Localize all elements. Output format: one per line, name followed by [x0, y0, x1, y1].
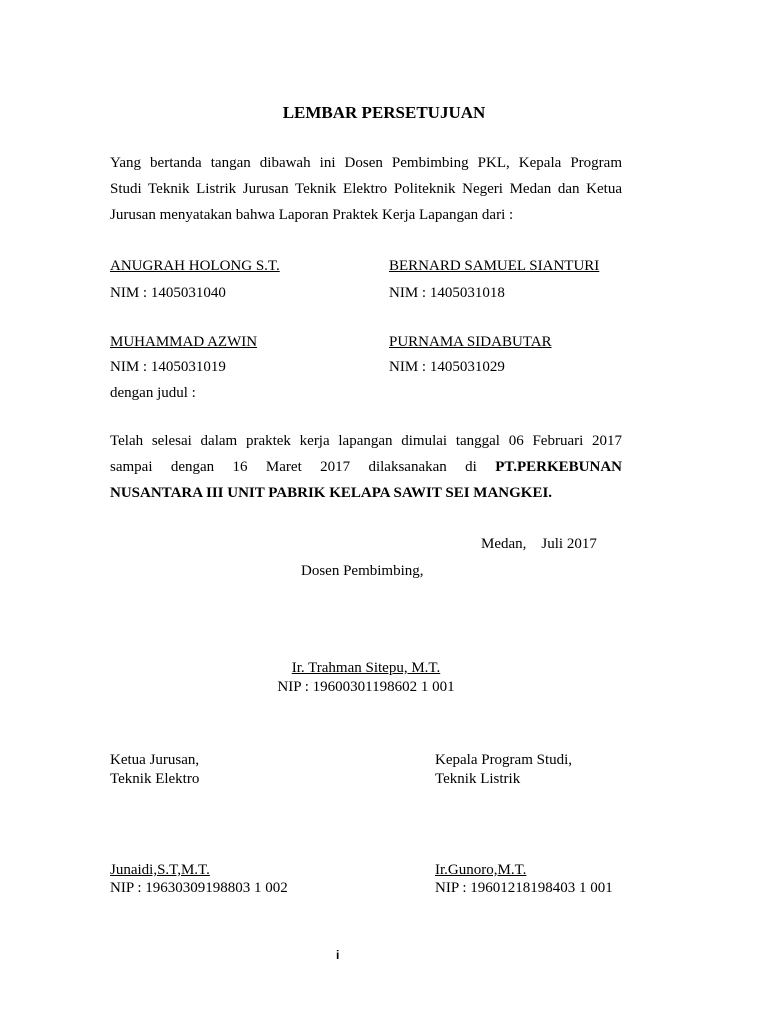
advisor-nip: NIP : 19600301198602 1 001 [277, 679, 455, 695]
right-signer-dept: Teknik Listrik [435, 771, 521, 787]
left-signer-role: Ketua Jurusan, [110, 752, 200, 768]
left-signer-name: Junaidi,S.T,M.T. [110, 862, 210, 878]
intro-line: Jurusan menyatakan bahwa Laporan Praktek Kerja Lapangan dari : [110, 207, 514, 223]
student-name: BERNARD SAMUEL SIANTURI [389, 258, 600, 274]
page-number: i [336, 948, 340, 962]
student-name: ANUGRAH HOLONG S.T. [110, 258, 280, 274]
left-signer-nip: NIP : 19630309198803 1 002 [110, 880, 288, 896]
body-paragraph [110, 428, 622, 506]
body-line: sampai dengan 16 Maret 2017 dilaksanakan di PT.PERKEBUNAN [110, 459, 623, 475]
right-signer-role: Kepala Program Studi, [435, 752, 573, 768]
student-nim: NIM : 1405031040 [110, 285, 226, 301]
company-name-part1: PT.PERKEBUNAN [495, 459, 623, 475]
advisor-name: Ir. Trahman Sitepu, M.T. [291, 660, 441, 676]
student-nim: NIM : 1405031018 [389, 285, 505, 301]
place-date: Medan, Juli 2017 [481, 536, 597, 552]
intro-line: Yang bertanda tangan dibawah ini Dosen Pembimbing PKL, Kepala Program [110, 155, 622, 171]
page-title: LEMBAR PERSETUJUAN [282, 103, 486, 122]
student-name: PURNAMA SIDABUTAR [389, 334, 552, 350]
intro-paragraph [110, 150, 622, 228]
student-nim: NIM : 1405031029 [389, 359, 505, 375]
advisor-role: Dosen Pembimbing, [301, 563, 424, 579]
student-name: MUHAMMAD AZWIN [110, 334, 258, 350]
body-line: Telah selesai dalam praktek kerja lapangan dimulai tanggal 06 Februari 2017 [110, 433, 622, 449]
judul-label: dengan judul : [110, 385, 196, 401]
right-signer-nip: NIP : 19601218198403 1 001 [435, 880, 613, 896]
intro-line: Studi Teknik Listrik Jurusan Teknik Elektro Politeknik Negeri Medan dan Ketua [110, 181, 622, 197]
left-signer-dept: Teknik Elektro [110, 771, 200, 787]
company-name-part2: NUSANTARA III UNIT PABRIK KELAPA SAWIT SEI MANGKEI. [110, 485, 553, 501]
right-signer-name: Ir.Gunoro,M.T. [435, 862, 527, 878]
student-nim: NIM : 1405031019 [110, 359, 226, 375]
